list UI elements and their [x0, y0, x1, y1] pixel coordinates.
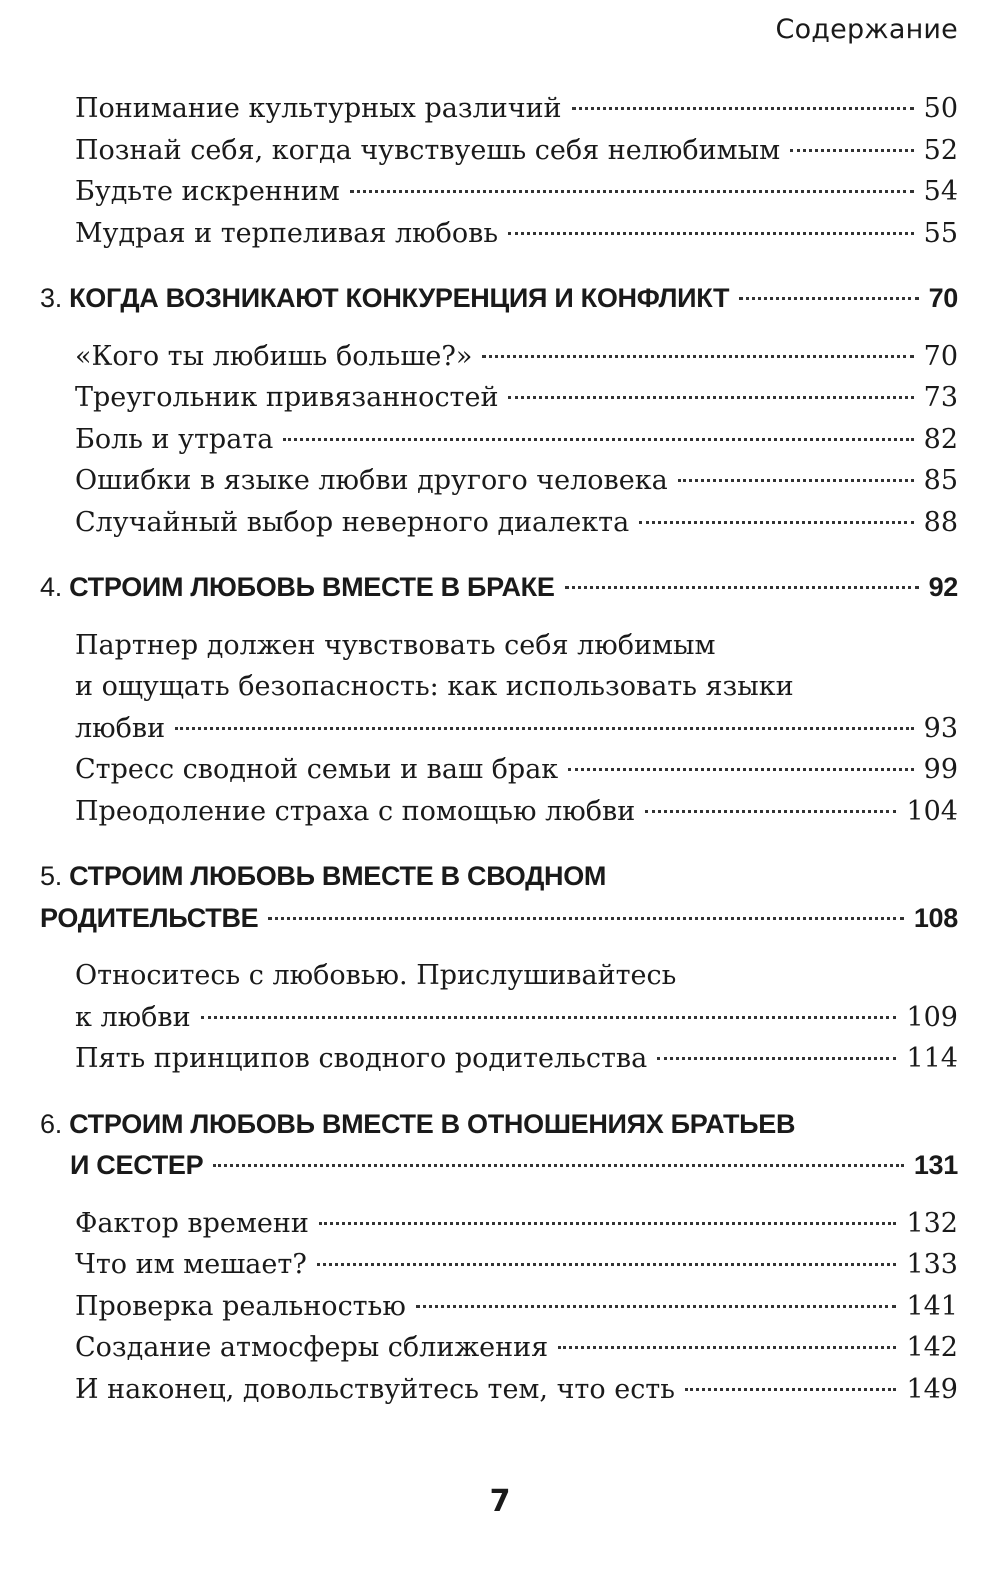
- toc-entry-page: 141: [906, 1290, 958, 1322]
- toc-entry[interactable]: [0, 1369, 958, 1411]
- chapter-title-text: СТРОИМ ЛЮБОВЬ ВМЕСТЕ В БРАКЕ: [69, 572, 555, 602]
- toc-entry-page: 99: [923, 754, 958, 785]
- toc-entry-title: Мудрая и терпеливая любовь: [75, 217, 499, 249]
- toc-entry-title: Что им мешает?: [75, 1249, 307, 1280]
- toc-entry-page: 54: [923, 176, 958, 207]
- toc-entry-line[interactable]: [0, 666, 958, 708]
- toc-entry-title: Ошибки в языке любви другого человека: [75, 465, 668, 496]
- toc-entry[interactable]: [0, 419, 958, 461]
- dot-leader: [482, 355, 913, 358]
- toc-entry-title: Стресс сводной семьи и ваш брак: [75, 754, 559, 785]
- dot-leader: [268, 917, 903, 920]
- chapter-page: 108: [913, 902, 958, 933]
- toc-entry-page: 50: [923, 93, 958, 124]
- table-of-contents: [0, 88, 1000, 1410]
- toc-entry[interactable]: [0, 171, 958, 213]
- chapter-number: 6.: [40, 1108, 62, 1139]
- toc-entry[interactable]: [0, 460, 958, 502]
- spacer: [0, 1080, 1000, 1104]
- toc-chapter-4[interactable]: [0, 567, 958, 609]
- toc-entry-page: 132: [906, 1207, 958, 1239]
- dot-leader: [508, 396, 913, 399]
- spacer: [0, 254, 1000, 278]
- toc-entry[interactable]: [0, 708, 958, 750]
- chapter-title-text: СТРОИМ ЛЮБОВЬ ВМЕСТЕ В ОТНОШЕНИЯХ БРАТЬЕВ: [69, 1108, 796, 1139]
- chapter-title-text: КОГДА ВОЗНИКАЮТ КОНКУРЕНЦИЯ И КОНФЛИКТ: [69, 283, 730, 313]
- dot-leader: [416, 1305, 897, 1308]
- chapter-title: [40, 1104, 795, 1146]
- toc-entry-page: 73: [923, 382, 958, 413]
- dot-leader: [678, 479, 914, 482]
- chapter-title-text: И СЕСТЕР: [70, 1150, 204, 1180]
- toc-entry-title: Преодоление страха с помощью любви: [75, 795, 636, 827]
- dot-leader: [565, 586, 919, 589]
- toc-entry[interactable]: [0, 502, 958, 544]
- toc-entry-title-line: и ощущать безопасность: как использовать языки: [75, 671, 794, 702]
- dot-leader: [790, 149, 914, 152]
- chapter-title: [40, 567, 555, 609]
- toc-entry-page: 114: [906, 1043, 958, 1074]
- toc-entry-title: Познай себя, когда чувствуешь себя нелюбимым: [75, 134, 781, 166]
- dot-leader: [739, 297, 918, 300]
- toc-entry-title: Треугольник привязанностей: [75, 382, 499, 413]
- dot-leader: [558, 1346, 896, 1349]
- chapter-number: 4.: [40, 572, 62, 602]
- page-number: 7: [489, 1484, 511, 1519]
- toc-entry[interactable]: [0, 336, 958, 378]
- chapter-title: [40, 856, 606, 898]
- toc-entry-title-line: Относитесь с любовью. Прислушивайтесь: [75, 960, 677, 991]
- toc-entry-title: Понимание культурных различий: [75, 93, 562, 124]
- toc-chapter-5-line1[interactable]: [0, 856, 958, 898]
- toc-entry-page: 52: [923, 134, 958, 166]
- toc-chapter-6-line1[interactable]: [0, 1104, 958, 1146]
- spacer: [0, 320, 1000, 336]
- chapter-page: 131: [913, 1150, 958, 1180]
- toc-entry-title: И наконец, довольствуйтесь тем, что есть: [75, 1373, 675, 1405]
- toc-entry[interactable]: [0, 213, 958, 255]
- chapter-title: [40, 278, 729, 320]
- spacer: [0, 1187, 1000, 1203]
- toc-entry-page: 55: [923, 217, 958, 249]
- toc-entry-page: 104: [906, 795, 958, 827]
- chapter-page: 70: [928, 283, 958, 313]
- toc-entry-line[interactable]: [0, 625, 958, 667]
- toc-entry-page: 82: [923, 423, 958, 455]
- dot-leader: [201, 1016, 897, 1019]
- chapter-page: 92: [928, 572, 958, 602]
- toc-entry-title: Проверка реальностью: [75, 1290, 406, 1322]
- spacer: [0, 939, 1000, 955]
- toc-entry-title: Фактор времени: [75, 1207, 309, 1239]
- toc-chapter-5-line2[interactable]: [0, 898, 958, 940]
- toc-entry[interactable]: [0, 377, 958, 419]
- dot-leader: [175, 727, 914, 730]
- toc-entry-title: Создание атмосферы сближения: [75, 1332, 549, 1363]
- dot-leader: [508, 232, 914, 235]
- toc-entry[interactable]: [0, 1038, 958, 1080]
- toc-entry-title: «Кого ты любишь больше?»: [75, 340, 473, 372]
- toc-entry-title: Боль и утрата: [75, 423, 274, 455]
- toc-entry[interactable]: [0, 88, 958, 130]
- toc-entry[interactable]: [0, 997, 958, 1039]
- toc-chapter-6-line2[interactable]: [0, 1145, 958, 1187]
- chapter-number: 5.: [40, 861, 62, 891]
- toc-entry-page: 109: [906, 1001, 958, 1033]
- toc-entry-title: Случайный выбор неверного диалекта: [75, 506, 630, 538]
- toc-entry-page: 142: [906, 1332, 958, 1363]
- running-head: Содержание: [775, 14, 958, 45]
- dot-leader: [572, 107, 914, 110]
- toc-chapter-3[interactable]: [0, 278, 958, 320]
- toc-entry[interactable]: [0, 1244, 958, 1286]
- toc-entry[interactable]: [0, 130, 958, 172]
- dot-leader: [283, 438, 913, 441]
- dot-leader: [568, 768, 913, 771]
- toc-entry-line[interactable]: [0, 955, 958, 997]
- toc-entry[interactable]: [0, 1286, 958, 1328]
- toc-entry-title-line: к любви: [75, 1001, 191, 1033]
- spacer: [0, 832, 1000, 856]
- toc-entry-page: 133: [906, 1249, 958, 1280]
- dot-leader: [657, 1057, 896, 1060]
- spacer: [0, 609, 1000, 625]
- toc-entry-title-line: любви: [75, 712, 166, 744]
- dot-leader: [685, 1388, 897, 1391]
- dot-leader: [645, 810, 896, 813]
- chapter-number: 3.: [40, 283, 62, 313]
- dot-leader: [639, 521, 913, 524]
- toc-entry[interactable]: [0, 791, 958, 833]
- toc-entry[interactable]: [0, 749, 958, 791]
- toc-entry-title: Пять принципов сводного родительства: [75, 1043, 648, 1074]
- dot-leader: [213, 1164, 903, 1167]
- toc-entry-title: Будьте искренним: [75, 176, 340, 207]
- toc-entry-page: 88: [923, 506, 958, 538]
- toc-entry-title-line: Партнер должен чувствовать себя любимым: [75, 629, 716, 661]
- toc-entry[interactable]: [0, 1203, 958, 1245]
- dot-leader: [317, 1263, 897, 1266]
- dot-leader: [319, 1222, 897, 1225]
- chapter-title-text: РОДИТЕЛЬСТВЕ: [40, 902, 259, 933]
- toc-entry-page: 93: [923, 712, 958, 744]
- dot-leader: [350, 190, 914, 193]
- toc-entry-page: 149: [906, 1373, 958, 1405]
- toc-entry-page: 70: [923, 340, 958, 372]
- toc-entry-page: 85: [923, 465, 958, 496]
- spacer: [0, 543, 1000, 567]
- chapter-title-text: СТРОИМ ЛЮБОВЬ ВМЕСТЕ В СВОДНОМ: [69, 861, 607, 891]
- toc-entry[interactable]: [0, 1327, 958, 1369]
